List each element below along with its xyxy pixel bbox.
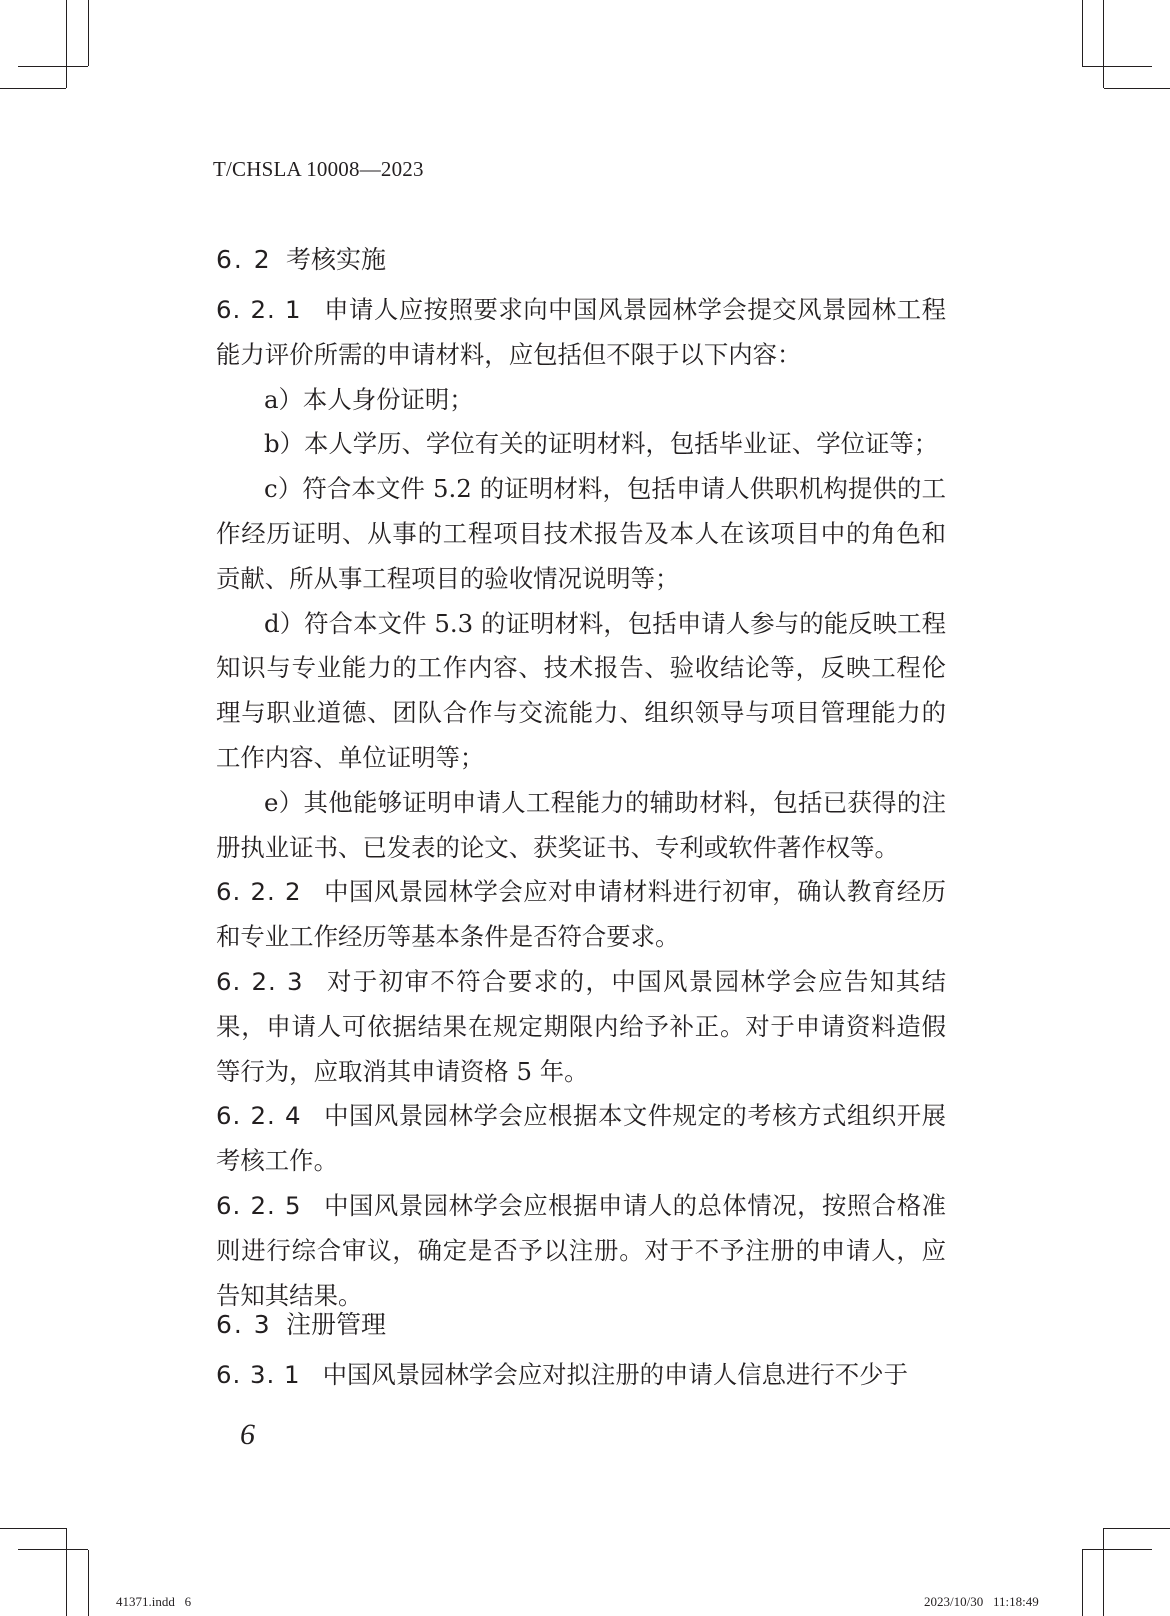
crop-mark-bottom-right-vertical — [1103, 1528, 1104, 1616]
clause-number: 6. 3. 1 — [216, 1360, 301, 1389]
slug-filename: 41371.indd 6 — [116, 1594, 192, 1609]
section-title: 注册管理 — [286, 1310, 387, 1339]
list-item-a: a）本人身份证明； — [264, 384, 474, 414]
section-number: 6. 2 — [216, 245, 272, 274]
crop-mark-top-left-horizontal-inner — [0, 88, 66, 89]
clause-6-2-4 — [216, 1094, 946, 1184]
crop-mark-bottom-right-horizontal — [1082, 1549, 1152, 1550]
crop-mark-bottom-left-vertical — [66, 1528, 67, 1616]
crop-mark-top-right-horizontal — [1082, 66, 1152, 67]
crop-mark-bottom-left-vertical-inner — [88, 1550, 89, 1616]
crop-mark-bottom-right-vertical-inner — [1082, 1550, 1083, 1616]
crop-mark-bottom-right-horizontal-inner — [1104, 1528, 1170, 1529]
clause-body — [216, 288, 946, 1318]
clause-number: 6. 2. 1 — [216, 295, 302, 324]
list-item-e: e）其他能够证明申请人工程能力的辅助材料，包括已获得的注册执业证书、已发表的论文、获奖证书、专利或软件著作权等。 — [216, 787, 946, 862]
crop-mark-bottom-left-horizontal — [18, 1549, 88, 1550]
clause-6-2-1 — [216, 288, 946, 378]
clause-number: 6. 2. 3 — [216, 966, 304, 996]
clause-6-2-2 — [216, 870, 946, 960]
crop-mark-top-right-vertical — [1103, 0, 1104, 88]
section-heading-6-3 — [216, 1305, 386, 1341]
slug-timestamp: 2023/10/30 11:18:49 — [924, 1594, 1039, 1609]
crop-mark-top-right-horizontal-inner — [1104, 88, 1170, 89]
list-item-b: b）本人学历、学位有关的证明材料，包括毕业证、学位证等； — [264, 429, 939, 459]
clause-text: 中国风景园林学会应对拟注册的申请人信息进行不少于 — [322, 1360, 908, 1389]
list-item-c: c）符合本文件 5.2 的证明材料，包括申请人供职机构提供的工作经历证明、从事的工程项目技术报告及本人在该项目中的角色和贡献、所从事工程项目的验收情况说明等； — [216, 474, 946, 593]
list-item-d: d）符合本文件 5.3 的证明材料，包括申请人参与的能反映工程知识与专业能力的工作内容、技术报告、验收结论等，反映工程伦理与职业道德、团队合作与交流能力、组织领导与项目管理能力的工作内容、单位证明等； — [216, 608, 946, 772]
clause-number: 6. 2. 2 — [216, 877, 302, 907]
crop-mark-bottom-left-horizontal-inner — [0, 1528, 66, 1529]
clause-text: 中国风景园林学会应对申请材料进行初审，确认教育经历和专业工作经历等基本条件是否符合要求。 — [216, 877, 946, 952]
crop-mark-top-left-vertical — [66, 0, 67, 88]
clause-number: 6. 2. 5 — [216, 1190, 302, 1220]
crop-mark-top-left-horizontal — [18, 66, 88, 67]
page-number: 6 — [240, 1418, 255, 1451]
clause-text: 中国风景园林学会应根据本文件规定的考核方式组织开展考核工作。 — [216, 1101, 946, 1176]
section-number: 6. 3 — [216, 1310, 272, 1339]
clause-6-2-3 — [216, 960, 946, 1094]
document-code-header: T/CHSLA 10008—2023 — [213, 157, 424, 181]
section-title: 考核实施 — [286, 245, 387, 274]
section-heading-6-2 — [216, 240, 386, 276]
clause-6-3-1 — [216, 1353, 946, 1398]
clause-number: 6. 2. 4 — [216, 1101, 302, 1131]
clause-body-6-3 — [216, 1353, 946, 1398]
clause-text: 对于初审不符合要求的，中国风景园林学会应告知其结果，申请人可依据结果在规定期限内给予补正。对于申请资料造假等行为，应取消其申请资格 5 年。 — [216, 966, 946, 1086]
crop-mark-top-right-vertical-inner — [1082, 0, 1083, 66]
crop-mark-top-left-vertical-inner — [88, 0, 89, 66]
clause-text: 申请人应按照要求向中国风景园林学会提交风景园林工程能力评价所需的申请材料，应包括但不限于以下内容： — [216, 295, 946, 369]
clause-6-2-5 — [216, 1184, 946, 1318]
clause-text: 中国风景园林学会应根据申请人的总体情况，按照合格准则进行综合审议，确定是否予以注册。对于不予注册的申请人，应告知其结果。 — [216, 1190, 946, 1310]
